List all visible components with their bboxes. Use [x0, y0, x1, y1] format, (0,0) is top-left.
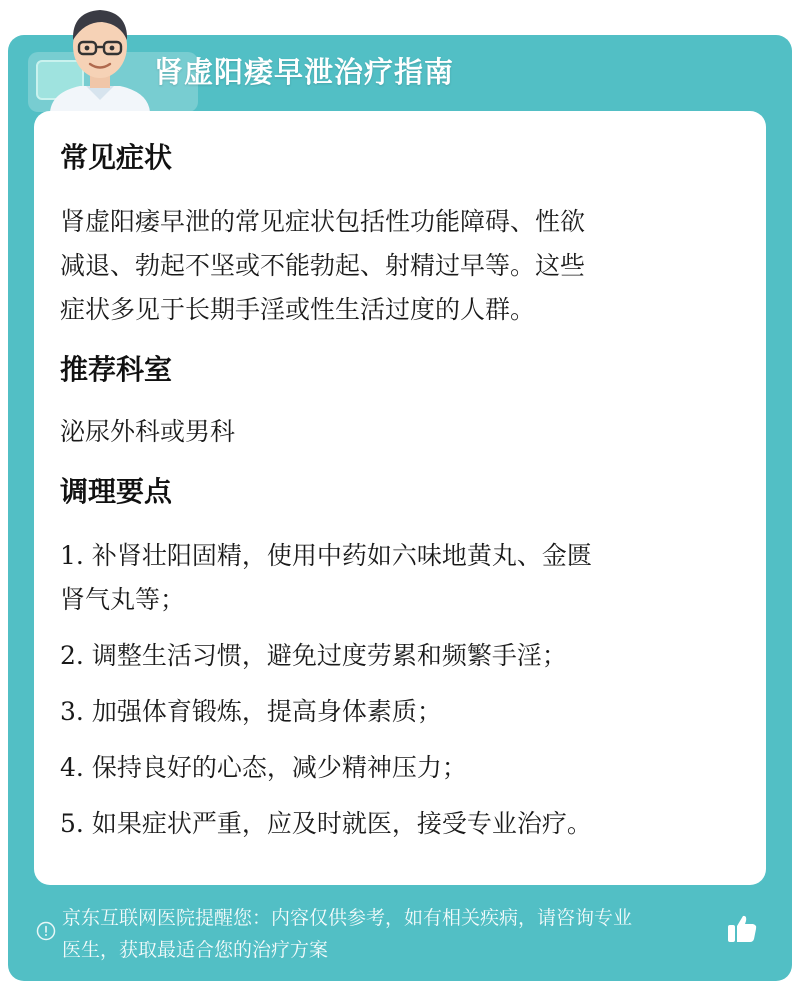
- list-item: [60, 690, 740, 734]
- list-item: [60, 534, 740, 578]
- list-item-number: 5.: [60, 809, 84, 838]
- symptoms-line: 肾虚阳痿早泄的常见症状包括性功能障碍、性欲: [60, 207, 586, 236]
- doctor-avatar: [40, 0, 160, 112]
- section-title-department: 推荐科室: [60, 353, 173, 386]
- list-item-text: 如果症状严重，应及时就医，接受专业治疗。: [91, 809, 592, 838]
- list-item-text: 保持良好的心态，减少精神压力；: [91, 753, 467, 782]
- section-title-care: 调理要点: [60, 475, 173, 508]
- list-item: [60, 634, 740, 678]
- list-item-continuation: 肾气丸等；: [60, 585, 186, 614]
- footer-disclaimer: [62, 902, 730, 966]
- department-text: 泌尿外科或男科: [60, 417, 236, 446]
- footer-line: 医生，获取最适合您的治疗方案: [62, 939, 329, 961]
- list-item-number: 3.: [60, 697, 84, 726]
- symptoms-line: 症状多见于长期手淫或性生活过度的人群。: [60, 295, 536, 324]
- list-item: [60, 802, 740, 846]
- thumbs-up-icon[interactable]: [724, 910, 760, 946]
- list-item-text: 调整生活习惯，避免过度劳累和频繁手淫；: [91, 641, 567, 670]
- footer-line: 京东互联网医院提醒您：内容仅供参考，如有相关疾病，请咨询专业: [62, 907, 633, 929]
- symptoms-line: 减退、勃起不坚或不能勃起、射精过早等。这些: [60, 251, 586, 280]
- list-item-number: 4.: [60, 753, 84, 782]
- info-icon: [36, 921, 56, 941]
- list-item-number: 2.: [60, 641, 84, 670]
- list-item-number: 1.: [60, 541, 84, 570]
- list-item-text: 加强体育锻炼，提高身体素质；: [91, 697, 442, 726]
- list-item-text: 补肾壮阳固精，使用中药如六味地黄丸、金匮: [91, 541, 592, 570]
- list-item: [60, 746, 740, 790]
- section-title-symptoms: 常见症状: [60, 141, 173, 174]
- page-title: 肾虚阳痿早泄治疗指南: [154, 55, 455, 89]
